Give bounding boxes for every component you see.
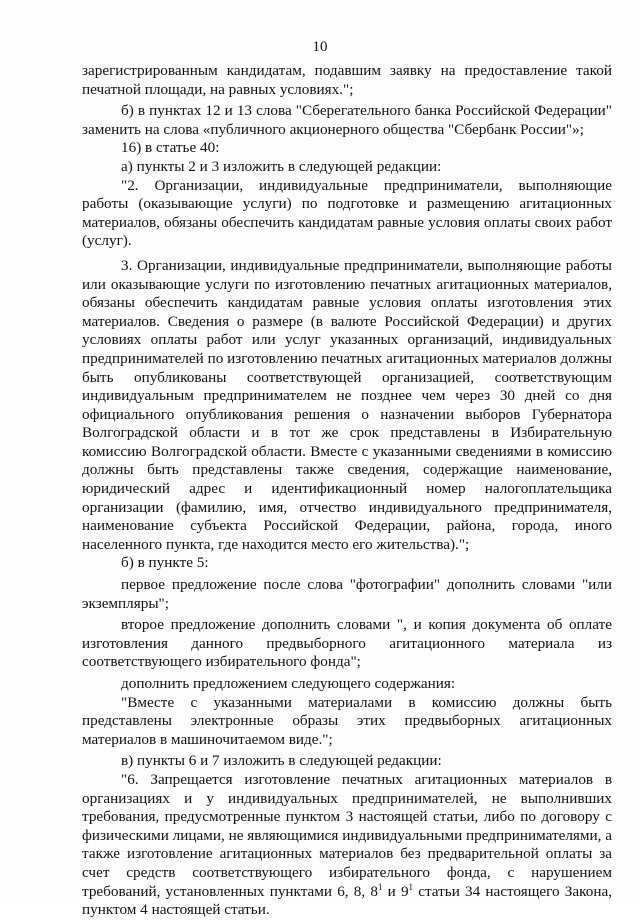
paragraph: а) пункты 2 и 3 изложить в следующей редакции:	[121, 157, 442, 175]
paragraph: второе предложение дополнить словами ", и копия документа об оплате изготовления данного предвыборного агитационного материала из соответствующего избирательного фонда";	[82, 616, 612, 671]
paragraph: 3. Организации, индивидуальные предприниматели, выполняющие работы или оказывающие услуги по изготовлению печатных агитационных материалов, обязаны обеспечить кандидатам равные условия оплаты изготовления этих материалов. Сведения о размере (в валюте Российской Федерации) и других условиях оплаты работ или услуг указанных организаций, индивидуальных предпринимателей по изготовлению печатных агитационных материалов должны быть опубликованы соответствующей организацией, соответствующим индивидуальным предпринимателем не позднее чем через 30 дней со дня официального опубликования решения о назначении выборов Губернатора Волгоградской области и в тот же срок представлены в Избирательную комиссию Волгоградской области. Вместе с указанными сведениями в комиссию должны быть представлены также сведения, содержащие наименование, юридический адрес и идентификационный номер налогоплательщика организации (фамилию, имя, отчество индивидуального предпринимателя, наименование субъекта Российской Федерации, района, города, иного населенного пункта, где находится место его жительства).";	[82, 256, 612, 553]
paragraph: б) в пунктах 12 и 13 слова "Сберегательного банка Российской Федерации" заменить на слова «публичного акционерного общества "Сбербанк России"»;	[82, 102, 612, 138]
paragraph-last	[82, 771, 612, 920]
paragraph: "2. Организации, индивидуальные предприниматели, выполняющие работы (оказывающие услуги) по подготовке и размещению агитационных материалов, обязаны обеспечить кандидатам равные условия оплаты своих работ (услуг).	[82, 176, 612, 250]
paragraph: дополнить предложением следующего содержания:	[121, 675, 456, 692]
document-body	[82, 62, 612, 920]
paragraph: первое предложение после слова "фотографии" дополнить словами "или экземпляры";	[82, 576, 612, 612]
paragraph: зарегистрированным кандидатам, подавшим заявку на предоставление такой печатной площади, на равных условиях.";	[82, 62, 612, 98]
superscript: 1	[408, 881, 414, 892]
paragraph-text: "6. Запрещается изготовление печатных агитационных материалов в организациях и у индивидуальных предпринимателей, не выполнивших требования, предусмотренные пунктом 3 настоящей статьи, либо по договору с физическими лицами, не являющимися индивидуальными предпринимателями, а также изготовление агитационных материалов без предварительной оплаты за счет средств соответствующего избирательного фонда, с нарушением требований, установленных пунктами 6, 8, 8	[82, 770, 612, 900]
paragraph: б) в пункте 5:	[121, 554, 209, 572]
superscript: 1	[377, 881, 383, 892]
page-number: 10	[312, 39, 328, 55]
paragraph: 16) в статье 40:	[121, 139, 220, 157]
paragraph-text: статьи 34 настоящего Закона, пунктом 4 настоящей статьи.	[82, 882, 612, 919]
paragraph: "Вместе с указанными материалами в комиссию должны быть представлены электронные образы этих предвыборных агитационных материалов в машиночитаемом виде.";	[82, 693, 612, 748]
paragraph: в) пункты 6 и 7 изложить в следующей редакции:	[121, 752, 442, 770]
paragraph-text: и 9	[382, 882, 409, 900]
